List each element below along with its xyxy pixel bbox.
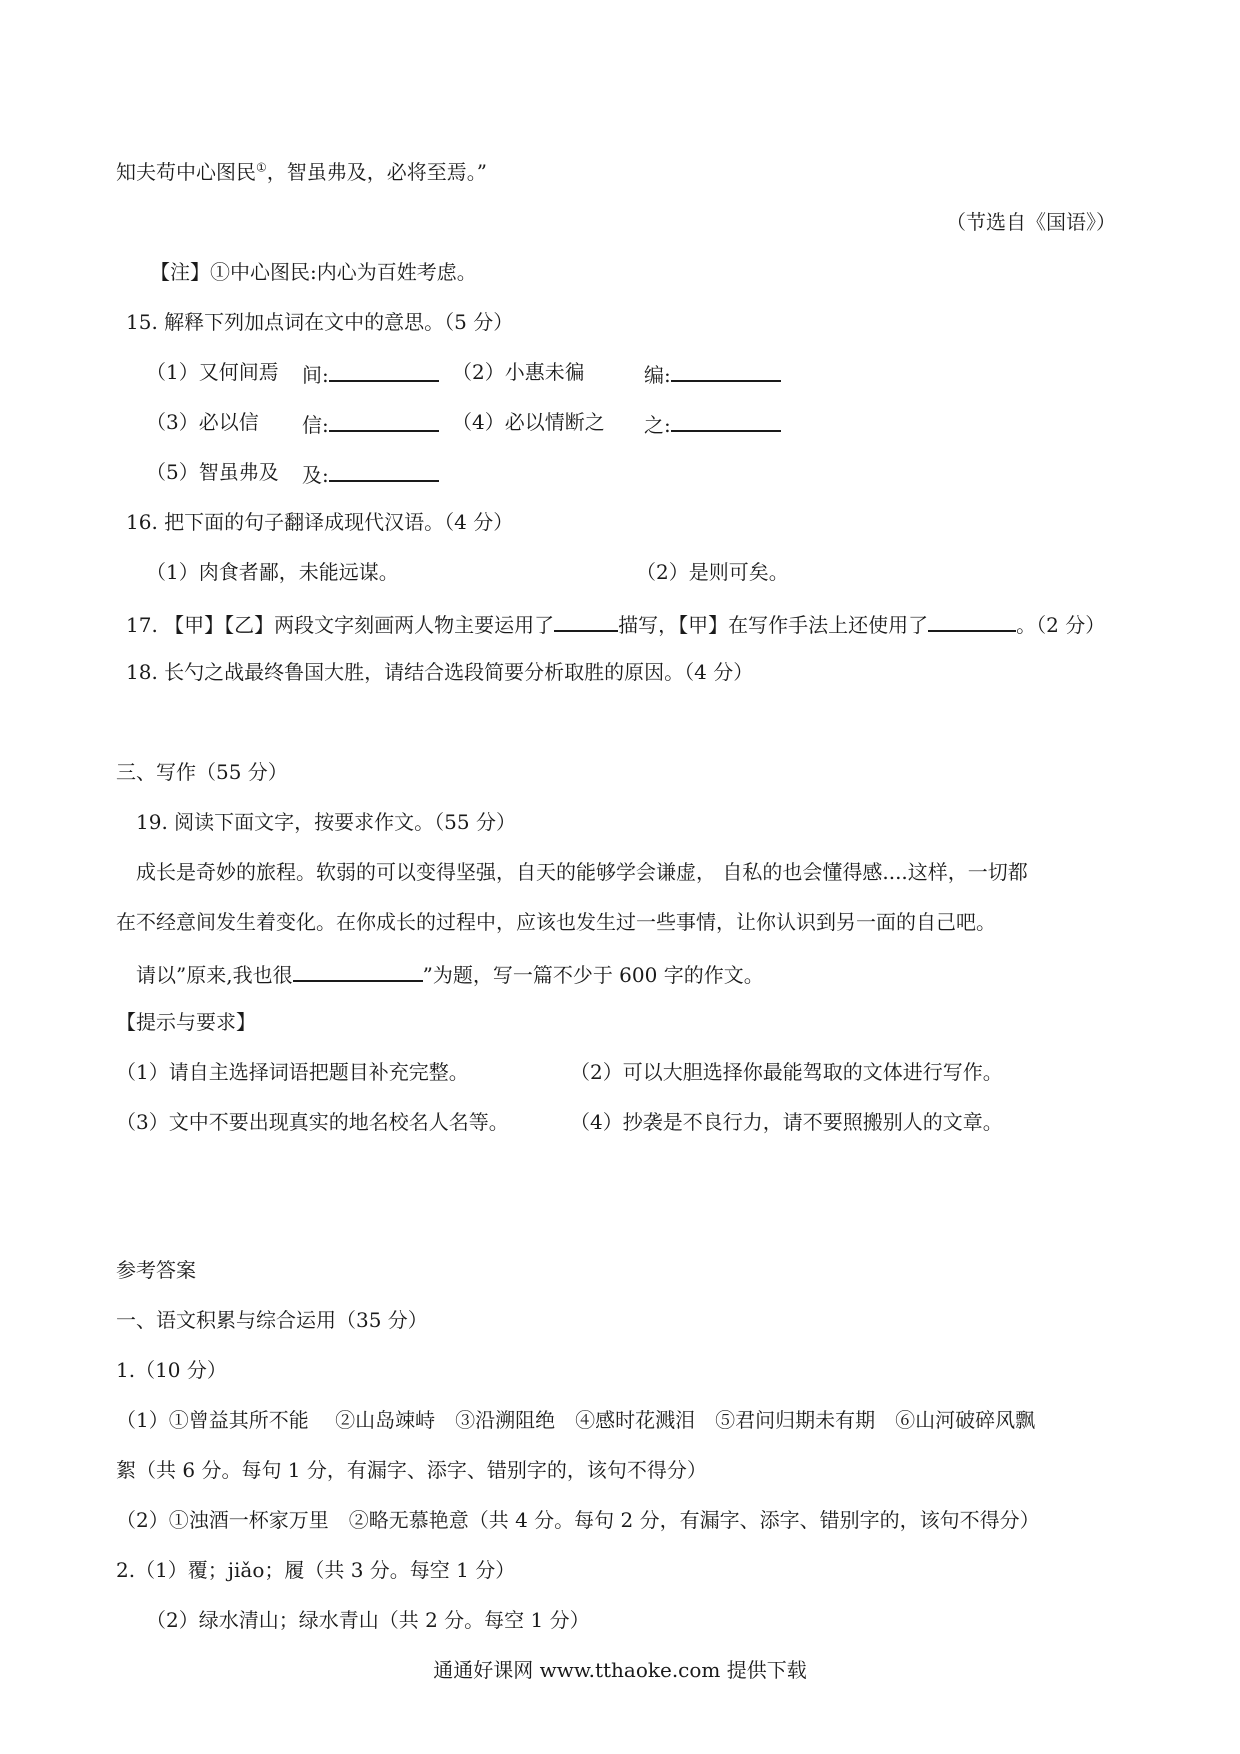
passage-line [116,158,487,186]
tip-4: （4）抄袭是不良行力，请不要照搬别人的文章。 [570,1110,1003,1134]
q19-paragraph-2: 在不经意间发生着变化。在你成长的过程中，应该也发生过一些事情，让你认识到另一面的自己吧。 [116,910,996,934]
q15-item-3-phrase: （3）必以信 [146,410,259,434]
q15-item-3-answer [302,408,439,439]
q15-item-2-answer [644,358,781,389]
answers-title: 参考答案 [116,1258,196,1282]
answer-q1-1-line-1: （1）①曾益其所不能 ②山岛竦峙 ③沿溯阻绝 ④感时花溅泪 ⑤君问归期未有期 ⑥山河破碎风飘 [116,1408,1036,1432]
q15-item-3 [146,408,259,436]
passage-source: （节选自《国语》） [946,210,1116,234]
answer-blank[interactable] [329,358,439,382]
q15-item-5-answer [302,458,439,489]
answer-blank[interactable] [554,608,618,632]
question-17 [126,608,1105,639]
q15-item-2-word: 编: [644,363,671,387]
page-footer: 通通好课网 www.tthaoke.com 提供下载 [433,1658,807,1682]
q15-item-2 [452,358,585,386]
q15-item-4-phrase: （4）必以情断之 [452,410,605,434]
q15-item-3-word: 信: [302,413,329,437]
q15-item-1 [146,358,279,386]
q19-prompt [136,958,764,989]
answer-q2-1: 2.（1）覆；jiǎo；履（共 3 分。每空 1 分） [116,1558,516,1582]
answer-blank[interactable] [671,358,781,382]
q17-part-2: 描写，【甲】在写作手法上还使用了 [618,613,929,637]
answer-blank[interactable] [329,458,439,482]
tip-2: （2）可以大胆选择你最能驾取的文体进行写作。 [570,1060,1003,1084]
title-blank[interactable] [293,958,423,982]
answer-q2-2: （2）绿水清山；绿水青山（共 2 分。每空 1 分） [146,1608,590,1632]
q15-item-4-word: 之: [644,413,671,437]
answer-q1-2: （2）①浊酒一杯家万里 ②略无慕艳意（共 4 分。每句 2 分，有漏字、添字、错别字的，该句不得分） [116,1508,1040,1532]
q19-prompt-before: 请以”原来,我也很 [136,963,293,987]
tip-1: （1）请自主选择词语把题目补充完整。 [116,1060,469,1084]
answer-q1: 1.（10 分） [116,1358,227,1382]
q15-item-1-word: 间: [302,363,329,387]
q15-item-4-answer [644,408,781,439]
q17-part-1: 17. 【甲】【乙】两段文字刻画两人物主要运用了 [126,613,555,637]
question-18-title: 18. 长勺之战最终鲁国大胜，请结合选段简要分析取胜的原因。（4 分） [126,660,754,684]
passage-tail: ，智虽弗及，必将至焉。” [266,160,487,184]
q15-item-4 [452,408,605,436]
question-15-title: 15. 解释下列加点词在文中的意思。（5 分） [126,310,514,334]
passage-text: 知夫苟中心图民 [116,160,256,184]
q15-item-2-phrase: （2）小惠未徧 [452,360,585,384]
footnote-mark: ① [256,160,267,175]
q15-item-5 [146,458,279,486]
q17-part-3: 。（2 分） [1016,613,1106,637]
q16-item-2: （2）是则可矣。 [636,560,789,584]
q15-item-1-phrase: （1）又何间焉 [146,360,279,384]
tips-title: 【提示与要求】 [116,1010,256,1034]
answer-blank[interactable] [928,608,1016,632]
passage-annotation: 【注】①中心图民:内心为百姓考虑。 [150,260,477,284]
question-19-title: 19. 阅读下面文字，按要求作文。（55 分） [136,810,516,834]
tip-3: （3）文中不要出现真实的地名校名人名等。 [116,1110,509,1134]
q15-item-5-word: 及: [302,463,329,487]
q16-item-1: （1）肉食者鄙，未能远谋。 [146,560,399,584]
section-3-title: 三、写作（55 分） [116,760,288,784]
question-16-title: 16. 把下面的句子翻译成现代汉语。（4 分） [126,510,514,534]
answer-blank[interactable] [329,408,439,432]
answer-q1-1-line-2: 絮（共 6 分。每句 1 分，有漏字、添字、错别字的，该句不得分） [116,1458,707,1482]
answer-blank[interactable] [671,408,781,432]
q15-item-5-phrase: （5）智虽弗及 [146,460,279,484]
q15-item-1-answer [302,358,439,389]
q19-paragraph-1: 成长是奇妙的旅程。软弱的可以变得坚强，自天的能够学会谦虚， 自私的也会懂得感....这样，一切都 [136,860,1028,884]
answers-section-1: 一、语文积累与综合运用（35 分） [116,1308,428,1332]
q19-prompt-after: ”为题，写一篇不少于 600 字的作文。 [422,963,764,987]
